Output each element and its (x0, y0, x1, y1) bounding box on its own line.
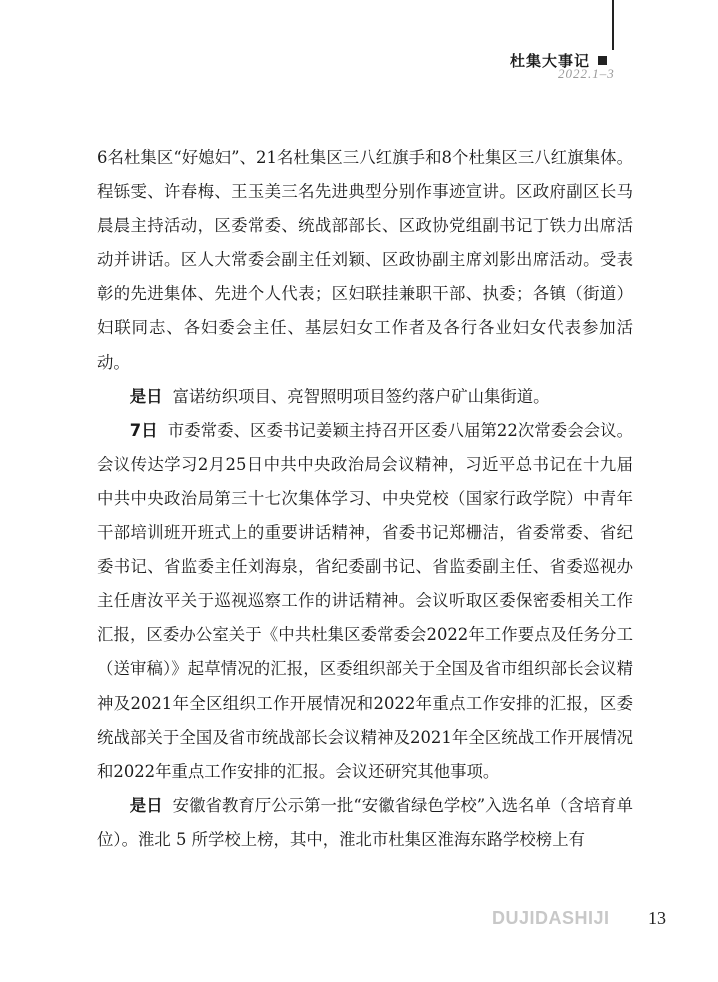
page-body (97, 141, 633, 857)
paragraph-continued (97, 141, 633, 380)
entry-date-label: 是日 (129, 795, 163, 815)
header-divider-line (612, 0, 614, 50)
footer-brand: DUJIDASHIJI (492, 908, 610, 928)
paragraph-entry (97, 414, 633, 789)
running-header-date: 2022.1–3 (558, 66, 615, 81)
running-header-title: 杜集大事记 (510, 52, 591, 70)
paragraph-text: 富诺纺织项目、亮智照明项目签约落户矿山集街道。 (172, 386, 550, 406)
header-square-mark (598, 56, 607, 65)
page-number: 13 (648, 908, 666, 928)
paragraph-entry (97, 380, 633, 414)
paragraph-text: 6名杜集区“好媳妇”、21名杜集区三八红旗手和8个杜集区三八红旗集体。程铄雯、许春梅、王玉美三名先进典型分别作事迹宣讲。区政府副区长马晨晨主持活动，区委常委、统战部部长、区政协党组副书记丁铁力出席活动并讲话。区人大常委会副主任刘颖、区政协副主席刘影出席活动。受表彰的先进集体、先进个人代表；区妇联挂兼职干部、执委；各镇（街道）妇联同志、各妇委会主任、基层妇女工作者及各行各业妇女代表参加活动。 (97, 148, 633, 372)
paragraph-text: 市委常委、区委书记姜颖主持召开区委八届第22次常委会会议。会议传达学习2月25日中共中央政治局会议精神，习近平总书记在十九届中共中央政治局第三十七次集体学习、中央党校（国家行政学院）中青年干部培训班开班式上的重要讲话精神，省委书记郑栅洁，省委常委、省纪委书记、省监委主任刘海泉，省纪委副书记、省监委副主任、省委巡视办主任唐汝平关于巡视巡察工作的讲话精神。会议听取区委保密委相关工作汇报，区委办公室关于《中共杜集区委常委会2022年工作要点及任务分工（送审稿）》起草情况的汇报，区委组织部关于全国及省市组织部长会议精神及2021年全区组织工作开展情况和2022年重点工作安排的汇报，区委统战部关于全国及省市统战部长会议精神及2021年全区统战工作开展情况和2022年重点工作安排的汇报。会议还研究其他事项。 (97, 420, 633, 781)
entry-date-label: 是日 (129, 386, 163, 406)
paragraph-text: 安徽省教育厅公示第一批“安徽省绿色学校”入选名单（含培育单位）。淮北 5 所学校上榜，其中，淮北市杜集区淮海东路学校榜上有 (97, 795, 633, 849)
entry-date-label: 7日 (129, 420, 158, 440)
paragraph-entry (97, 789, 633, 857)
